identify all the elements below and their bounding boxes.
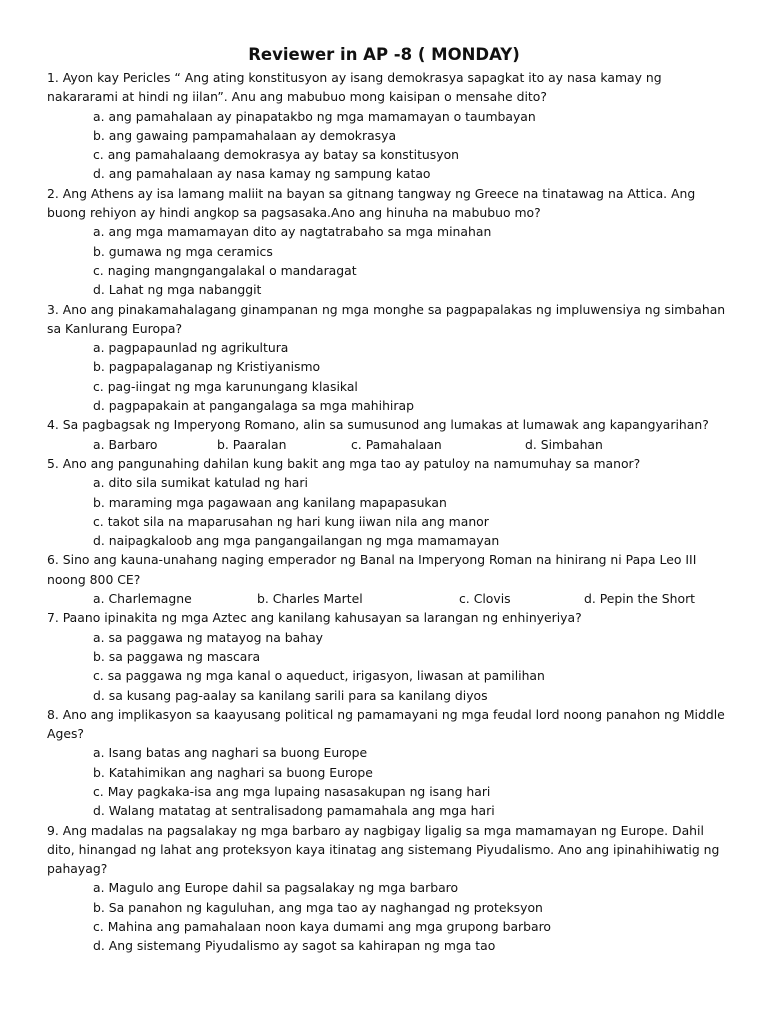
question-6 <box>47 550 727 608</box>
choice-c: c. Mahina ang pamahalaan noon kaya dumami ang mga grupong barbaro <box>93 919 551 935</box>
choice-d: d. Simbahan <box>525 436 603 452</box>
choice-d: d. pagpapakain at pangangalaga sa mga mahihirap <box>93 398 414 414</box>
choice-c: c. naging mangngangalakal o mandaragat <box>93 262 357 278</box>
choice-c: c. Pamahalaan <box>351 436 442 452</box>
choices-list <box>47 628 727 705</box>
question-5 <box>47 454 727 550</box>
question-3 <box>47 300 727 416</box>
choice-a: a. dito sila sumikat katulad ng hari <box>93 475 308 491</box>
choice-b: b. sa paggawa ng mascara <box>93 648 261 664</box>
choice-d: d. sa kusang pag-aalay sa kanilang sarili para sa kanilang diyos <box>93 687 488 703</box>
choices-row <box>47 589 727 608</box>
choice-d: d. ang pamahalaan ay nasa kamay ng sampung katao <box>93 166 431 182</box>
choice-b: b. pagpapalaganap ng Kristiyanismo <box>93 359 321 375</box>
page-title: Reviewer in AP -8 ( MONDAY) <box>248 45 520 64</box>
question-list <box>47 68 727 956</box>
question-text: 8. Ano ang implikasyon sa kaayusang political ng pamamayani ng mga feudal lord noong panahon ng Middle Ages? <box>47 706 725 742</box>
choice-c: c. May pagkaka-isa ang mga lupaing nasasakupan ng isang hari <box>93 783 491 799</box>
question-9 <box>47 821 727 956</box>
choices-list <box>47 222 727 299</box>
choices-list <box>47 743 727 820</box>
choices-list <box>47 878 727 955</box>
choice-a: a. ang pamahalaan ay pinapatakbo ng mga mamamayan o taumbayan <box>93 108 536 124</box>
choice-d: d. Ang sistemang Piyudalismo ay sagot sa kahirapan ng mga tao <box>93 938 496 954</box>
choice-a: a. Isang batas ang naghari sa buong Europe <box>93 745 368 761</box>
choice-d: d. naipagkaloob ang mga pangangailangan ng mga mamamayan <box>93 533 500 549</box>
choice-a: a. sa paggawa ng matayog na bahay <box>93 629 324 645</box>
choice-a: a. pagpapaunlad ng agrikultura <box>93 340 289 356</box>
choice-b: b. Charles Martel <box>257 591 363 607</box>
choice-c: c. sa paggawa ng mga kanal o aqueduct, irigasyon, liwasan at pamilihan <box>93 668 545 684</box>
choices-list <box>47 473 727 550</box>
question-text: 6. Sino ang kauna-unahang naging emperador ng Banal na Imperyong Roman na hinirang ni Papa Leo III noong 800 CE? <box>47 552 697 587</box>
choice-c: c. pag-iingat ng mga karunungang klasikal <box>93 378 358 394</box>
choice-a: a. Charlemagne <box>93 591 192 607</box>
choice-c: c. takot sila na maparusahan ng hari kung iiwan nila ang manor <box>93 513 489 529</box>
question-7 <box>47 608 727 704</box>
choice-b: b. Paaralan <box>217 436 287 452</box>
choices-list <box>47 107 727 184</box>
question-text: 5. Ano ang pangunahing dahilan kung bakit ang mga tao ay patuloy na namumuhay sa manor? <box>47 455 641 471</box>
question-text: 1. Ayon kay Pericles “ Ang ating konstitusyon ay isang demokrasya sapagkat ito ay nasa kamay ng nakararami at hindi ng iilan”. Anu ang mabubuo mong kaisipan o mensahe dito? <box>47 70 662 105</box>
choice-b: b. maraming mga pagawaan ang kanilang mapapasukan <box>93 494 447 510</box>
choices-list <box>47 338 727 415</box>
question-text: 3. Ano ang pinakamahalagang ginampanan ng mga monghe sa pagpapalakas ng impluwensiya ng simbahan sa Kanlurang Europa? <box>47 301 726 336</box>
choice-a: a. ang mga mamamayan dito ay nagtatrabaho sa mga minahan <box>93 224 492 240</box>
question-4 <box>47 415 727 454</box>
choice-a: a. Barbaro <box>93 436 158 452</box>
choices-row <box>47 435 727 454</box>
choice-d: d. Lahat ng mga nabanggit <box>93 282 262 298</box>
question-text: 7. Paano ipinakita ng mga Aztec ang kanilang kahusayan sa larangan ng enhinyeriya? <box>47 610 582 626</box>
question-2 <box>47 184 727 300</box>
choice-d: d. Walang matatag at sentralisadong pamamahala ang mga hari <box>93 803 495 819</box>
question-text: 2. Ang Athens ay isa lamang maliit na bayan sa gitnang tangway ng Greece na tinatawag na Attica. Ang buong rehiyon ay hindi angkop sa pagsasaka.Ano ang hinuha na mabubuo mo? <box>47 185 696 221</box>
question-8 <box>47 705 727 821</box>
choice-b: b. ang gawaing pampamahalaan ay demokrasya <box>93 127 397 143</box>
choice-c: c. Clovis <box>459 591 511 607</box>
choice-a: a. Magulo ang Europe dahil sa pagsalakay ng mga barbaro <box>93 880 459 896</box>
choice-c: c. ang pamahalaang demokrasya ay batay sa konstitusyon <box>93 147 460 163</box>
choice-b: b. gumawa ng mga ceramics <box>93 243 273 259</box>
question-text: 9. Ang madalas na pagsalakay ng mga barbaro ay nagbigay ligalig sa mga mamamayan ng Europe. Dahil dito, hinangad ng lahat ang proteksyon kaya itinatag ang sistemang Piyudalismo. Ano ang ipinahihiwatig ng pahayag? <box>47 822 720 877</box>
choice-b: b. Katahimikan ang naghari sa buong Europe <box>93 764 373 780</box>
question-text: 4. Sa pagbagsak ng Imperyong Romano, alin sa sumusunod ang lumakas at lumawak ang kapangyarihan? <box>47 417 709 433</box>
choice-d: d. Pepin the Short <box>584 591 696 607</box>
question-1 <box>47 68 727 184</box>
choice-b: b. Sa panahon ng kaguluhan, ang mga tao ay naghangad ng proteksyon <box>93 899 543 915</box>
